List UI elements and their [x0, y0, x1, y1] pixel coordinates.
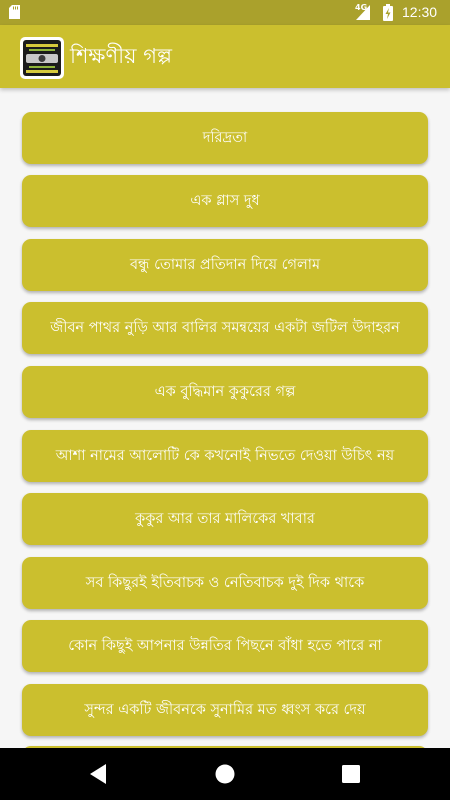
back-triangle-icon[interactable]	[88, 763, 108, 785]
story-item-4[interactable]: জীবন পাথর নুড়ি আর বালির সমন্বয়ের একটা জটিল উদাহরন	[22, 302, 428, 354]
status-bar	[0, 0, 450, 25]
sd-card-icon	[9, 5, 20, 19]
recents-square-icon[interactable]	[342, 765, 360, 783]
app-title: শিক্ষণীয় গল্প	[70, 44, 172, 68]
story-item-5[interactable]: এক বুদ্ধিমান কুকুরের গল্প	[22, 366, 428, 418]
status-clock: 12:30	[402, 4, 438, 20]
home-circle-icon[interactable]	[215, 764, 235, 784]
signal-icon	[356, 5, 370, 20]
story-item-10[interactable]: সুন্দর একটি জীবনকে সুনামির মত ধ্বংস করে দেয়	[22, 684, 428, 736]
story-list-container[interactable]	[0, 88, 450, 748]
story-item-8[interactable]: সব কিছুরই ইতিবাচক ও নেতিবাচক দুই দিক থাকে	[22, 557, 428, 609]
network-type-label: 4G	[355, 3, 368, 12]
story-item-6[interactable]: আশা নামের আলোটি কে কখনোই নিভতে দেওয়া উচিৎ নয়	[22, 430, 428, 482]
navigation-bar	[0, 748, 450, 800]
story-item-9[interactable]: কোন কিছুই আপনার উন্নতির পিছনে বাঁধা হতে পারে না	[22, 620, 428, 672]
story-item-2[interactable]: এক গ্লাস দুধ	[22, 175, 428, 227]
story-item-3[interactable]: বন্ধু তোমার প্রতিদান দিয়ে গেলাম	[22, 239, 428, 291]
story-item-7[interactable]: কুকুর আর তার মালিকের খাবার	[22, 493, 428, 545]
book-cover-icon[interactable]	[20, 37, 64, 79]
story-item-1[interactable]: দরিদ্রতা	[22, 112, 428, 164]
battery-charging-icon	[383, 4, 393, 21]
app-bar	[0, 25, 450, 88]
